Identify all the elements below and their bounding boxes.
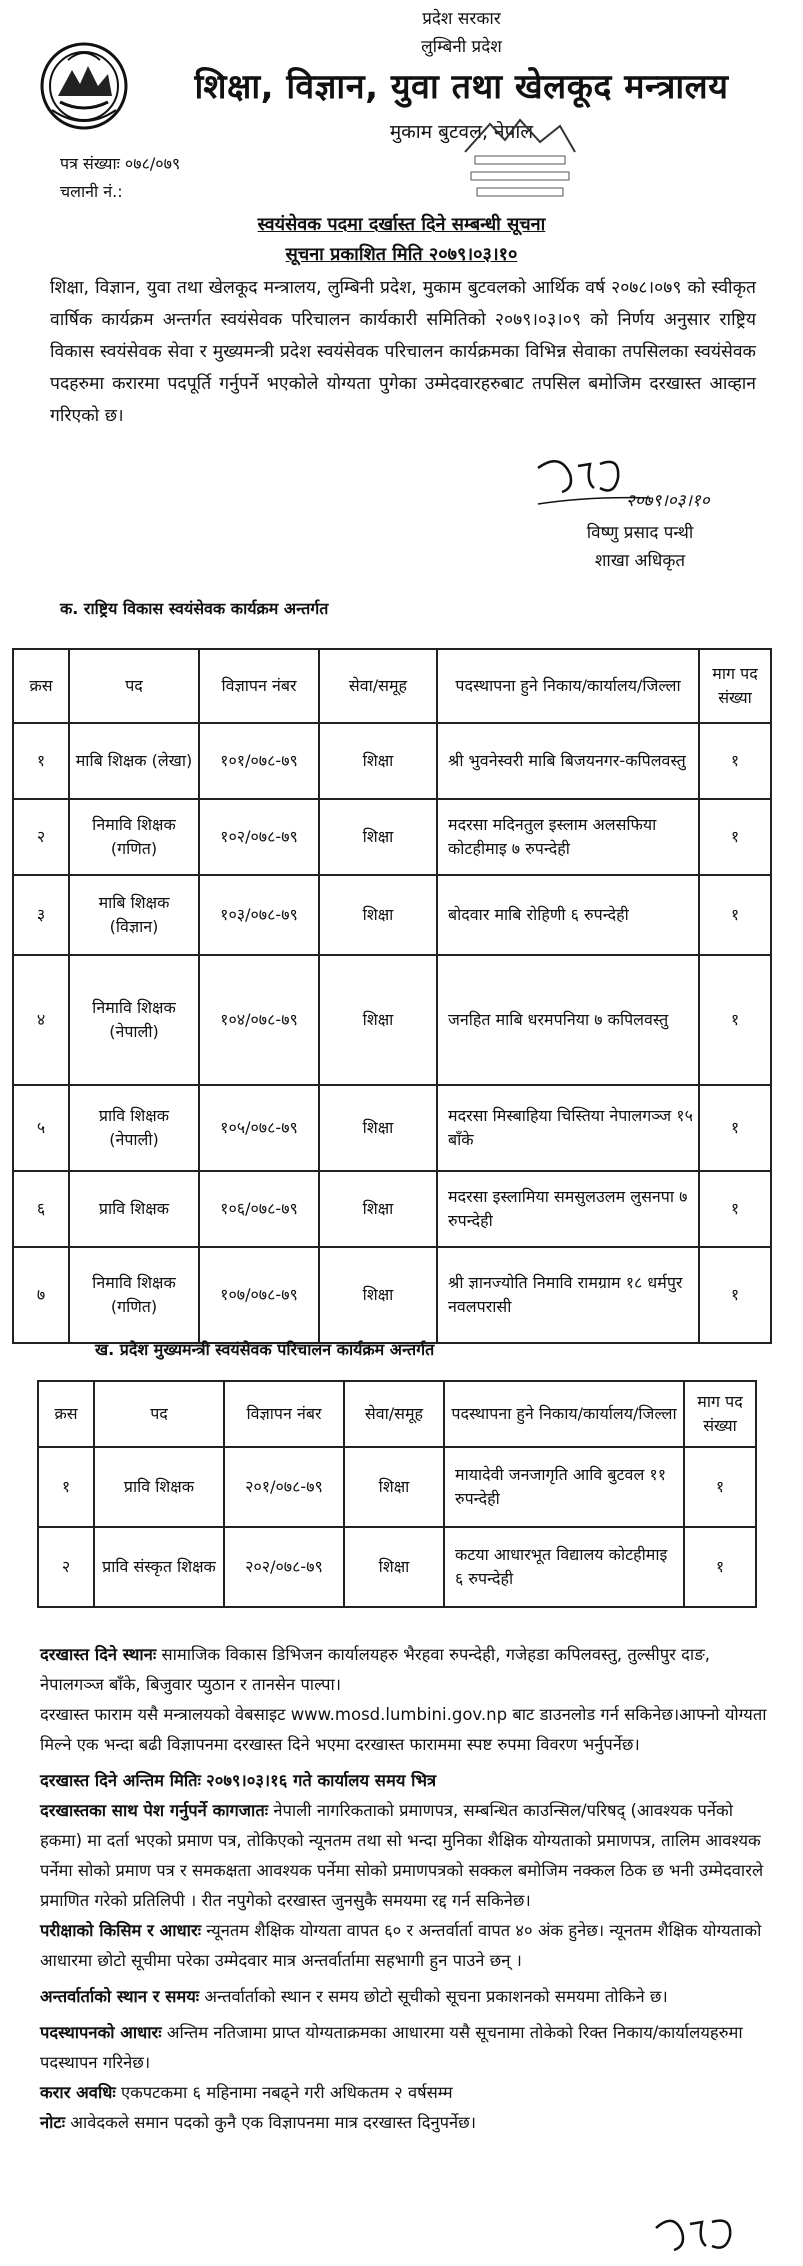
application-place	[40, 1640, 770, 1700]
office-location: मुकाम बुटवल, नेपाल	[389, 121, 534, 143]
office-cell: मदरसा मिस्बाहिया चिस्तिया नेपालगञ्ज १५ बाँके	[437, 1085, 699, 1171]
note-label: अन्तर्वार्ताको स्थान र समयः	[40, 1987, 200, 2006]
service-cell: शिक्षा	[319, 799, 437, 875]
contract-period	[40, 2078, 770, 2108]
signatory-name: विष्णु प्रसाद पन्थी	[586, 523, 694, 543]
section-b-table	[37, 1380, 757, 1608]
column-header: क्रस	[38, 1381, 94, 1447]
note-label: दरखास्तका साथ पेश गर्नुपर्ने कागजातः	[40, 1801, 269, 1820]
table-header-row	[13, 649, 771, 723]
ad-number-cell: २०२/०७८-७९	[224, 1527, 344, 1607]
government-label: प्रदेश सरकार	[422, 9, 501, 29]
signature-icon	[530, 448, 720, 518]
note-label: नोटः	[40, 2113, 66, 2132]
service-cell: शिक्षा	[319, 875, 437, 955]
table-row	[13, 955, 771, 1085]
service-cell: शिक्षा	[344, 1447, 444, 1527]
column-header: सेवा/समूह	[319, 649, 437, 723]
column-header: विज्ञापन नंबर	[199, 649, 319, 723]
post-cell: निमावि शिक्षक (नेपाली)	[69, 955, 199, 1085]
office-cell: बोदवार माबि रोहिणी ६ रुपन्देही	[437, 875, 699, 955]
ad-number-cell: १०७/०७८-७९	[199, 1247, 319, 1343]
ad-number-cell: १०४/०७८-७९	[199, 955, 319, 1085]
service-cell: शिक्षा	[319, 1171, 437, 1247]
office-cell: श्री ज्ञानज्योति निमावि रामग्राम १८ धर्मपुर नवलपरासी	[437, 1247, 699, 1343]
post-cell: प्रावि शिक्षक (नेपाली)	[69, 1085, 199, 1171]
column-header: सेवा/समूह	[344, 1381, 444, 1447]
letter-number: पत्र संख्याः ०७८/०७९	[60, 154, 181, 173]
table-row	[13, 1085, 771, 1171]
service-cell: शिक्षा	[344, 1527, 444, 1607]
column-header: माग पद संख्या	[699, 649, 771, 723]
serial-cell: ७	[13, 1247, 69, 1343]
note-text: २०७९।०३।१६ गते कार्यालय समय भित्र	[206, 1771, 437, 1790]
serial-cell: ३	[13, 875, 69, 955]
exam-basis	[40, 1916, 770, 1976]
notice-conditions	[40, 1640, 770, 2138]
province-label: लुम्बिनी प्रदेश	[421, 37, 502, 57]
count-cell: १	[699, 1171, 771, 1247]
serial-cell: १	[38, 1447, 94, 1527]
column-header: पदस्थापना हुने निकाय/कार्यालय/जिल्ला	[437, 649, 699, 723]
table-row	[13, 1247, 771, 1343]
ad-number-cell: १०२/०७८-७९	[199, 799, 319, 875]
table-row	[13, 723, 771, 799]
post-cell: प्रावि संस्कृत शिक्षक	[94, 1527, 224, 1607]
column-header: पदस्थापना हुने निकाय/कार्यालय/जिल्ला	[444, 1381, 684, 1447]
count-cell: १	[699, 1085, 771, 1171]
application-deadline	[40, 1766, 770, 1796]
note-label: परीक्षाको किसिम र आधारः	[40, 1921, 202, 1940]
interview-details	[40, 1982, 770, 2012]
table-row	[13, 875, 771, 955]
note-text: न्यूनतम शैक्षिक योग्यता वापत ६० र अन्तर्वार्ता वापत ४० अंक हुनेछ। न्यूनतम शैक्षिक योग्यताको आधारमा छोटो सूचीमा परेका उम्मेदवार मात्र अन्तर्वार्तामा सहभागी हुन पाउने छन् ।	[40, 1921, 762, 1970]
note-text: एकपटकमा ६ महिनामा नबढ्ने गरी अधिकतम २ वर्षसम्म	[120, 2083, 453, 2102]
section-a-heading: क. राष्ट्रिय विकास स्वयंसेवक कार्यक्रम अन्तर्गत	[60, 599, 329, 618]
post-cell: निमावि शिक्षक (गणित)	[69, 799, 199, 875]
required-documents	[40, 1796, 770, 1916]
count-cell: १	[684, 1527, 756, 1607]
count-cell: १	[699, 955, 771, 1085]
office-cell: जनहित माबि धरमपनिया ७ कपिलवस्तु	[437, 955, 699, 1085]
office-stamp-icon	[455, 112, 585, 212]
office-cell: मदरसा मदिनतुल इस्लाम अलसफिया कोटहीमाइ ७ रुपन्देही	[437, 799, 699, 875]
service-cell: शिक्षा	[319, 955, 437, 1085]
column-header: माग पद संख्या	[684, 1381, 756, 1447]
note-text: नेपाली नागरिकताको प्रमाणपत्र, सम्बन्धित काउन्सिल/परिषद् (आवश्यक पर्नेको हकमा) मा दर्ता भएको प्रमाण पत्र, तोकिएको न्यूनतम तथा सो भन्दा मुनिका शैक्षिक योग्यताको प्रमाणपत्र, तालिम आवश्यक पर्नेमा सोको प्रमाण पत्र र समकक्षता आवश्यक पर्नेमा सोको प्रमाणपत्रको सक्कल बमोजिम नक्कल ठिक छ भनी उम्मेदवारले प्रमाणित गरेको प्रतिलिपी । रीत नपुगेको दरखास्त जुनसुकै समयमा रद्द गर्न सकिनेछ।	[40, 1801, 764, 1910]
note-text: अन्तिम नतिजामा प्राप्त योग्यताक्रमका आधारमा यसै सूचनामा तोकेको रिक्त निकाय/कार्यालयहरुमा पदस्थापन गरिनेछ।	[40, 2023, 743, 2072]
serial-cell: ५	[13, 1085, 69, 1171]
office-cell: श्री भुवनेस्वरी माबि बिजयनगर-कपिलवस्तु	[437, 723, 699, 799]
applicant-note	[40, 2108, 770, 2138]
table-row	[38, 1527, 756, 1607]
signatory-title: शाखा अधिकृत	[594, 551, 686, 571]
signature-date: २०७९।०३।१०	[626, 491, 710, 511]
service-cell: शिक्षा	[319, 723, 437, 799]
column-header: क्रस	[13, 649, 69, 723]
table-row	[13, 799, 771, 875]
office-cell: मायादेवी जनजागृति आवि बुटवल ११ रुपन्देही	[444, 1447, 684, 1527]
dispatch-number: चलानी नं.:	[60, 182, 123, 201]
table-header-row	[38, 1381, 756, 1447]
note-label: करार अवधिः	[40, 2083, 116, 2102]
table-row	[13, 1171, 771, 1247]
post-cell: प्रावि शिक्षक	[69, 1171, 199, 1247]
ad-number-cell: २०१/०७८-७९	[224, 1447, 344, 1527]
post-cell: माबि शिक्षक (विज्ञान)	[69, 875, 199, 955]
note-label: दरखास्त दिने स्थानः	[40, 1645, 157, 1664]
post-cell: प्रावि शिक्षक	[94, 1447, 224, 1527]
note-text: अन्तर्वार्ताको स्थान र समय छोटो सूचीको सूचना प्रकाशनको समयमा तोकिने छ।	[204, 1987, 668, 2006]
note-label: पदस्थापनको आधारः	[40, 2023, 162, 2042]
ad-number-cell: १०१/०७८-७९	[199, 723, 319, 799]
ministry-title: शिक्षा, विज्ञान, युवा तथा खेलकूद मन्त्रालय	[194, 67, 729, 107]
section-a-table	[12, 648, 772, 1344]
application-form: दरखास्त फाराम यसै मन्त्रालयको वेबसाइट www.mosd.lumbini.gov.np बाट डाउनलोड गर्न सकिनेछ।आफ्नो योग्यता मिल्ने एक भन्दा बढी विज्ञापनमा दरखास्त दिने भएमा दरखास्त फाराममा स्पष्ट रुपमा विवरण भर्नुपर्नेछ।	[40, 1705, 767, 1754]
notice-body: शिक्षा, विज्ञान, युवा तथा खेलकूद मन्त्रालय, लुम्बिनी प्रदेश, मुकाम बुटवलको आर्थिक वर्ष २०७८।०७९ को स्वीकृत वार्षिक कार्यक्रम अन्तर्गत स्वयंसेवक परिचालन कार्यकारी समितिको २०७९।०३।०९ को निर्णय अनुसार राष्ट्रिय विकास स्वयंसेवक सेवा र मुख्यमन्त्री प्रदेश स्वयंसेवक परिचालन कार्यक्रमका विभिन्न सेवाका तपसिलका स्वयंसेवक पदहरुमा करारमा पदपूर्ति गर्नुपर्ने भएकोले योग्यता पुगेका उम्मेदवारहरुबाट तपसिल बमोजिम दरखास्त आव्हान गरिएको छ।	[50, 278, 756, 426]
serial-cell: ४	[13, 955, 69, 1085]
column-header: विज्ञापन नंबर	[224, 1381, 344, 1447]
office-cell: कटया आधारभूत विद्यालय कोटहीमाइ ६ रुपन्देही	[444, 1527, 684, 1607]
ad-number-cell: १०५/०७८-७९	[199, 1085, 319, 1171]
notice-published-date: सूचना प्रकाशित मिति २०७९।०३।१०	[285, 244, 518, 265]
service-cell: शिक्षा	[319, 1085, 437, 1171]
service-cell: शिक्षा	[319, 1247, 437, 1343]
count-cell: १	[684, 1447, 756, 1527]
serial-cell: २	[13, 799, 69, 875]
note-text: आवेदकले समान पदको कुनै एक विज्ञापनमा मात्र दरखास्त दिनुपर्नेछ।	[70, 2113, 476, 2132]
note-label: दरखास्त दिने अन्तिम मितिः	[40, 1771, 201, 1790]
count-cell: १	[699, 1247, 771, 1343]
posting-basis	[40, 2018, 770, 2078]
notice-title: स्वयंसेवक पदमा दर्खास्त दिने सम्बन्धी सूचना	[257, 214, 546, 235]
table-row	[38, 1447, 756, 1527]
count-cell: १	[699, 875, 771, 955]
signature-icon	[650, 2210, 760, 2260]
count-cell: १	[699, 799, 771, 875]
note-text: सामाजिक विकास डिभिजन कार्यालयहरु भैरहवा रुपन्देही, गजेहडा कपिलवस्तु, तुल्सीपुर दाङ, नेपालगञ्ज बाँके, बिजुवार प्युठान र तानसेन पाल्पा।	[40, 1645, 710, 1694]
column-header: पद	[69, 649, 199, 723]
count-cell: १	[699, 723, 771, 799]
ad-number-cell: १०३/०७८-७९	[199, 875, 319, 955]
serial-cell: २	[38, 1527, 94, 1607]
section-b-heading: ख. प्रदेश मुख्यमन्त्री स्वयंसेवक परिचालन कार्यक्रम अन्तर्गत	[95, 1340, 435, 1359]
serial-cell: ६	[13, 1171, 69, 1247]
serial-cell: १	[13, 723, 69, 799]
office-cell: मदरसा इस्लामिया समसुलउलम लुसनपा ७ रुपन्देही	[437, 1171, 699, 1247]
post-cell: निमावि शिक्षक (गणित)	[69, 1247, 199, 1343]
post-cell: माबि शिक्षक (लेखा)	[69, 723, 199, 799]
ad-number-cell: १०६/०७८-७९	[199, 1171, 319, 1247]
column-header: पद	[94, 1381, 224, 1447]
